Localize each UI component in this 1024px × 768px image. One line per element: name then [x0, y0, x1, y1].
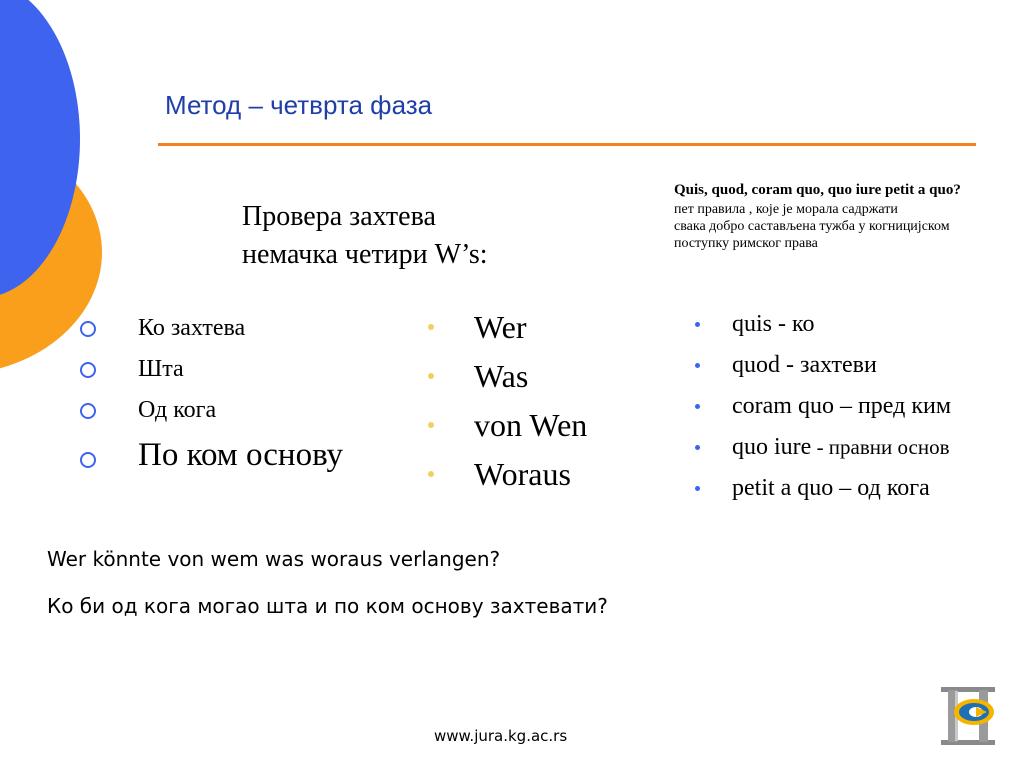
- latin-note-line-1: пет правила , које је морала садржати: [674, 202, 898, 217]
- latin-question: Quis, quod, coram quo, quo iure petit a quo?: [674, 182, 961, 198]
- dot-bullet-icon: [428, 471, 434, 477]
- latin-note-line-2: свака добро састављена тужба у когницијском: [674, 219, 950, 234]
- ring-bullet-icon: [80, 403, 96, 419]
- list-item: Шта: [80, 353, 343, 394]
- list-item: Woraus: [428, 452, 587, 501]
- list-item: coram quo – пред ким: [695, 387, 951, 428]
- list-item: quod - захтеви: [695, 346, 951, 387]
- list-item-extra: - правни основ: [811, 435, 950, 459]
- faculty-logo-icon: [938, 685, 998, 747]
- latin-note-line-3: поступку римског права: [674, 236, 818, 251]
- list-item: По ком основу: [80, 439, 343, 480]
- german-ws-list: [428, 305, 587, 501]
- slide-heading: [242, 198, 488, 274]
- latin-terms-list: [695, 305, 951, 510]
- footer-url: www.jura.kg.ac.rs: [434, 727, 568, 745]
- heading-line-2: немачка четири W’s:: [242, 239, 488, 270]
- dot-bullet-icon: [428, 324, 434, 330]
- dot-bullet-icon: [695, 363, 700, 368]
- dot-bullet-icon: [428, 373, 434, 379]
- ring-bullet-icon: [80, 362, 96, 378]
- list-item: quo iure - правни основ: [695, 428, 951, 469]
- dot-bullet-icon: [695, 322, 700, 327]
- list-item: von Wen: [428, 403, 587, 452]
- list-item: Ко захтева: [80, 312, 343, 353]
- heading-line-1: Провера захтева: [242, 201, 436, 232]
- slide-title: Метод – четврта фаза: [165, 90, 433, 120]
- dot-bullet-icon: [695, 445, 700, 450]
- serbian-questions-list: [80, 312, 343, 480]
- dot-bullet-icon: [695, 486, 700, 491]
- ring-bullet-icon: [80, 452, 96, 468]
- list-item: Was: [428, 354, 587, 403]
- list-item: petit a quo – од кога: [695, 469, 951, 510]
- list-item: Од кога: [80, 394, 343, 435]
- dot-bullet-icon: [695, 404, 700, 409]
- list-item: Wer: [428, 305, 587, 354]
- serbian-sentence: Ко би од кога могао шта и по ком основу захтевати?: [47, 594, 608, 618]
- list-item: quis - ко: [695, 305, 951, 346]
- latin-rule-box: [674, 182, 961, 252]
- ring-bullet-icon: [80, 321, 96, 337]
- dot-bullet-icon: [428, 422, 434, 428]
- title-divider: [158, 143, 976, 146]
- german-sentence: Wer könnte von wem was woraus verlangen?: [47, 547, 501, 571]
